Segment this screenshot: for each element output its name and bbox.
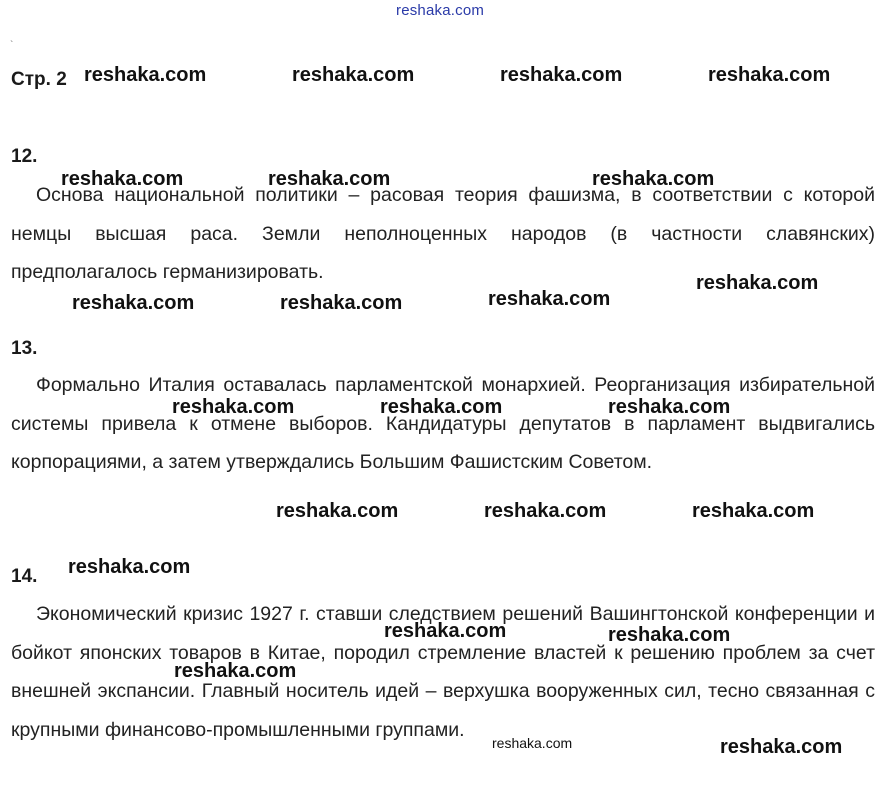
watermark: reshaka.com	[692, 500, 815, 522]
watermark: reshaka.com	[500, 64, 623, 86]
section-text-12: Основа национальной политики – расовая теория фашизма, в соответствии с которой немцы высшая раса. Земли неполноценных народов (в частности славянских) предполагалось германизировать.	[11, 184, 875, 283]
watermark: reshaka.com	[72, 292, 195, 314]
watermark: reshaka.com	[608, 624, 731, 646]
watermark: reshaka.com	[592, 168, 715, 190]
watermark: reshaka.com	[292, 64, 415, 86]
watermark: reshaka.com	[172, 396, 295, 418]
watermark: reshaka.com	[380, 396, 503, 418]
watermark: reshaka.com	[276, 500, 399, 522]
watermark: reshaka.com	[268, 168, 391, 190]
tick-mark: `	[10, 40, 14, 51]
watermark: reshaka.com	[720, 736, 843, 758]
watermark: reshaka.com	[68, 556, 191, 578]
watermark: reshaka.com	[492, 735, 573, 751]
watermark: reshaka.com	[384, 620, 507, 642]
section-text-14: Экономический кризис 1927 г. ставши следствием решений Вашингтонской конференции и бойкот японских товаров в Китае, породил стремление властей к решению проблем за счет внешней экспансии. Главный носитель идей – верхушка вооруженных сил, тесно связанная с крупными финансово-промышленными группами.	[11, 603, 875, 741]
section-number-14: 14.	[11, 566, 38, 587]
section-text-13: Формально Италия оставалась парламентской монархией. Реорганизация избирательной системы привела к отмене выборов. Кандидатуры депутатов в парламент выдвигались корпорациями, а затем утверждались Большим Фашистским Советом.	[11, 374, 875, 473]
watermark: reshaka.com	[488, 288, 611, 310]
watermark: reshaka.com	[696, 272, 819, 294]
page-label: Стр. 2	[11, 69, 67, 90]
watermark: reshaka.com	[608, 396, 731, 418]
watermark: reshaka.com	[484, 500, 607, 522]
section-number-13: 13.	[11, 338, 38, 359]
watermark: reshaka.com	[708, 64, 831, 86]
watermark: reshaka.com	[174, 660, 297, 682]
watermark: reshaka.com	[61, 168, 184, 190]
section-number-12: 12.	[11, 146, 38, 167]
watermark: reshaka.com	[280, 292, 403, 314]
watermark: reshaka.com	[84, 64, 207, 86]
site-header-watermark[interactable]: reshaka.com	[396, 2, 485, 19]
